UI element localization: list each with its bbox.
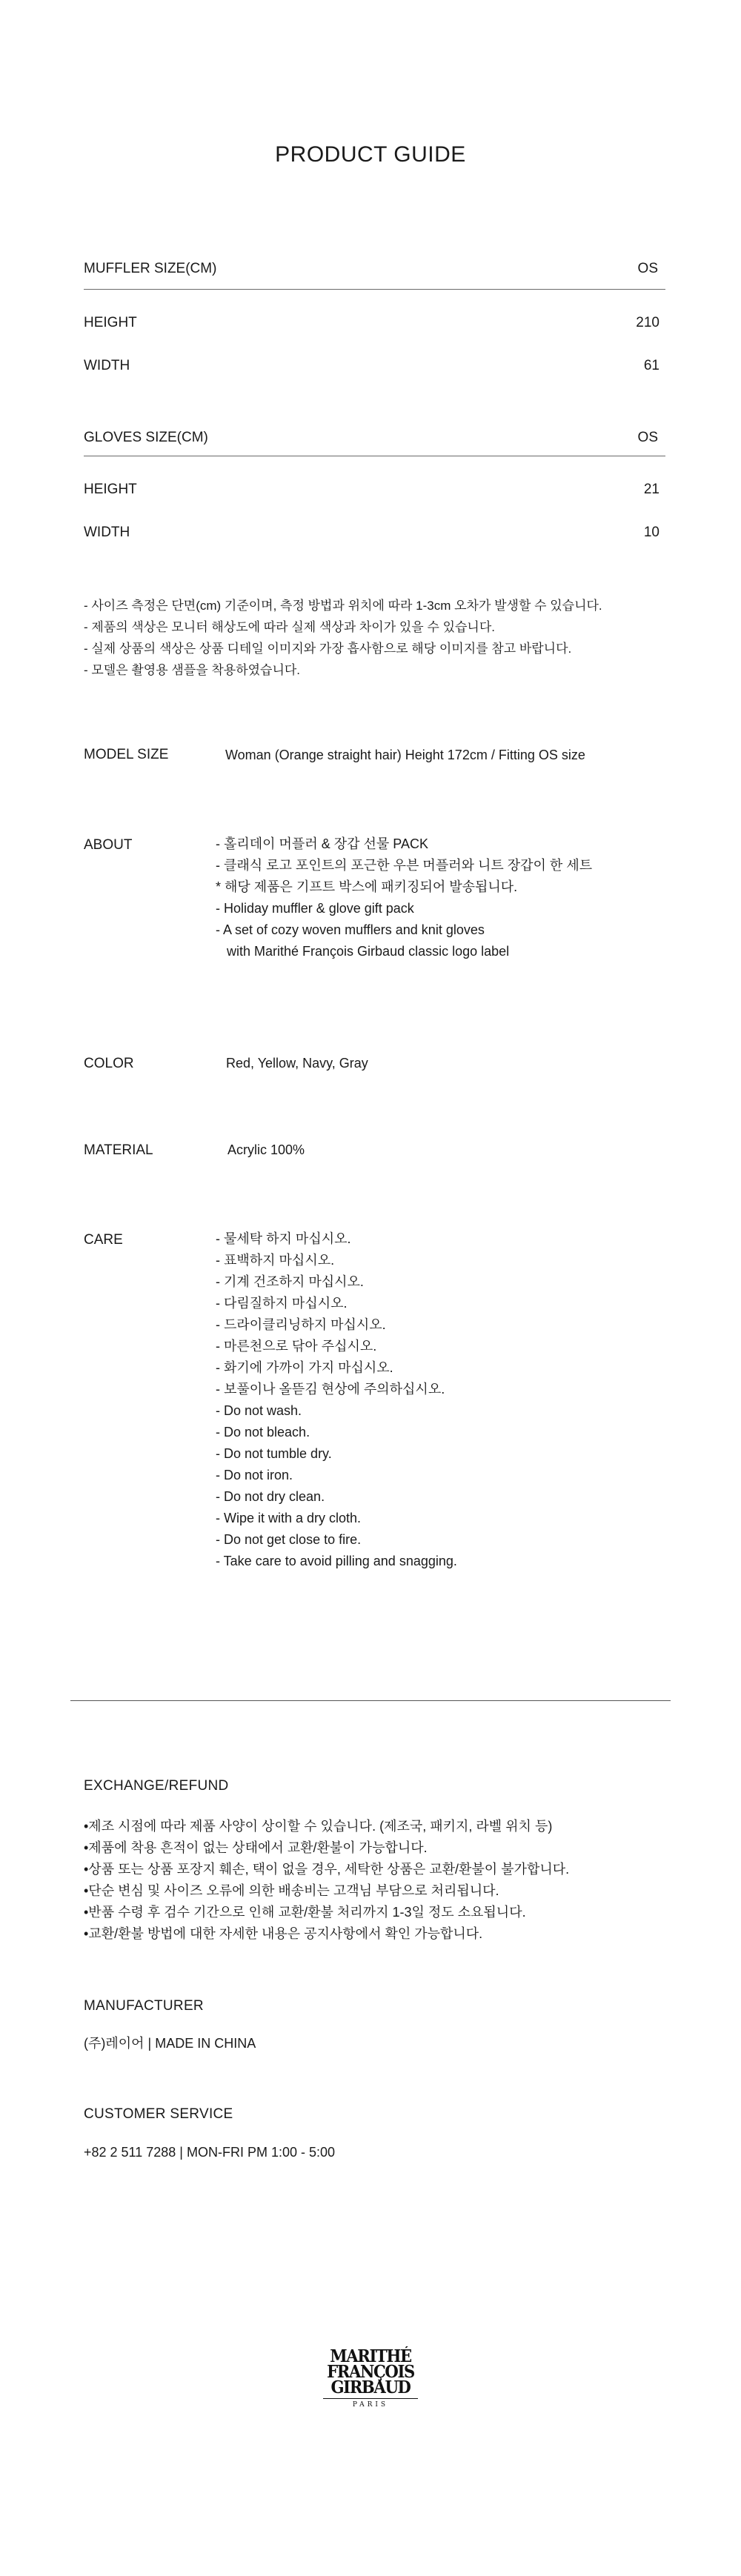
- customer-service-value: +82 2 511 7288 | MON-FRI PM 1:00 - 5:00: [84, 2145, 336, 2160]
- exchange-line: •단순 변심 및 사이즈 오류에 의한 배송비는 고객님 부담으로 처리됩니다.: [84, 1883, 499, 1898]
- page-title: PRODUCT GUIDE: [275, 142, 466, 167]
- color-value: Red, Yellow, Navy, Gray: [226, 1056, 368, 1071]
- note-line: - 제품의 색상은 모니터 해상도에 따라 실제 색상과 차이가 있을 수 있습니다.: [84, 620, 495, 634]
- exchange-line: •상품 또는 상품 포장지 훼손, 택이 없을 경우, 세탁한 상품은 교환/환불이 불가합니다.: [84, 1862, 570, 1877]
- muffler-size-header: [84, 261, 665, 279]
- gloves-height-row: [84, 482, 659, 499]
- care-line: - 다림질하지 마십시오.: [216, 1296, 348, 1311]
- muffler-width-value: 61: [643, 358, 659, 373]
- exchange-text: [84, 1816, 569, 1945]
- manufacturer-title: MANUFACTURER: [84, 1998, 204, 2014]
- exchange-line: •교환/환불 방법에 대한 자세한 내용은 공지사항에서 확인 가능합니다.: [84, 1926, 483, 1941]
- logo-rule: [323, 2398, 418, 2399]
- care-line: - 마른천으로 닦아 주십시오.: [216, 1339, 377, 1354]
- about-line: - 클래식 로고 포인트의 포근한 우븐 머플러와 니트 장갑이 한 세트: [216, 858, 593, 873]
- gloves-size-header: [84, 430, 665, 447]
- exchange-line: •제조 시점에 따라 제품 사양이 상이할 수 있습니다. (제조국, 패키지, 라벨 위치 등): [84, 1819, 553, 1834]
- exchange-title: EXCHANGE/REFUND: [84, 1778, 229, 1794]
- material-label: MATERIAL: [84, 1142, 153, 1158]
- model-size-value: Woman (Orange straight hair) Height 172cm / Fitting OS size: [225, 748, 585, 762]
- care-line: - 기계 건조하지 마십시오.: [216, 1274, 364, 1289]
- muffler-size-os: OS: [637, 261, 658, 276]
- about-text: [216, 833, 592, 962]
- gloves-size-os: OS: [637, 430, 658, 445]
- exchange-line: •제품에 착용 흔적이 없는 상태에서 교환/환불이 가능합니다.: [84, 1840, 428, 1855]
- note-line: - 사이즈 측정은 단면(cm) 기준이며, 측정 방법과 위치에 따라 1-3cm 오차가 발생할 수 있습니다.: [84, 599, 602, 613]
- gloves-width-value: 10: [643, 525, 659, 540]
- muffler-height-value: 210: [636, 315, 659, 330]
- customer-service-title: CUSTOMER SERVICE: [84, 2106, 233, 2122]
- care-line: - 물세탁 하지 마십시오.: [216, 1231, 351, 1246]
- note-line: - 실제 상품의 색상은 상품 디테일 이미지와 가장 흡사함으로 해당 이미지를 참고 바랍니다.: [84, 642, 572, 656]
- care-line: - Do not bleach.: [216, 1425, 310, 1440]
- muffler-height-label: HEIGHT: [84, 315, 137, 330]
- care-line: - 표백하지 마십시오.: [216, 1253, 335, 1268]
- muffler-header-rule: [84, 289, 665, 290]
- size-notes: [84, 595, 677, 681]
- manufacturer-value: (주)레이어 | MADE IN CHINA: [84, 2036, 256, 2051]
- care-line: - Take care to avoid pilling and snagging.: [216, 1554, 457, 1568]
- color-label: COLOR: [84, 1056, 134, 1071]
- gloves-height-label: HEIGHT: [84, 482, 137, 497]
- care-line: - 화기에 가까이 가지 마십시오.: [216, 1360, 393, 1375]
- care-line: - Do not iron.: [216, 1468, 293, 1482]
- muffler-size-label: MUFFLER SIZE(CM): [84, 261, 217, 276]
- about-line: * 해당 제품은 기프트 박스에 패키징되어 발송됩니다.: [216, 879, 518, 894]
- logo-paris: PARIS: [352, 2401, 389, 2409]
- section-divider: [70, 1700, 671, 1701]
- gloves-width-row: [84, 525, 659, 542]
- about-line: - A set of cozy woven mufflers and knit gloves: [216, 922, 485, 937]
- care-line: - Do not dry clean.: [216, 1489, 325, 1504]
- care-line: - Do not wash.: [216, 1403, 302, 1418]
- model-size-label: MODEL SIZE: [84, 747, 169, 762]
- logo-line-1: MARITHÉ: [330, 2346, 411, 2366]
- care-line: - 드라이클리닝하지 마십시오.: [216, 1317, 386, 1332]
- about-line: - Holiday muffler & glove gift pack: [216, 901, 414, 916]
- about-label: ABOUT: [84, 837, 133, 853]
- logo-line-3: GIRBAUD: [330, 2377, 411, 2397]
- muffler-height-row: [84, 315, 659, 333]
- exchange-line: •반품 수령 후 검수 기간으로 인해 교환/환불 처리까지 1-3일 정도 소요됩니다.: [84, 1905, 526, 1920]
- gloves-size-label: GLOVES SIZE(CM): [84, 430, 208, 445]
- care-label: CARE: [84, 1232, 123, 1248]
- muffler-width-row: [84, 358, 659, 376]
- brand-logo: [319, 2346, 422, 2414]
- muffler-width-label: WIDTH: [84, 358, 130, 373]
- care-line: - Do not tumble dry.: [216, 1446, 332, 1461]
- gloves-height-value: 21: [643, 482, 659, 497]
- about-line: - 홀리데이 머플러 & 장갑 선물 PACK: [216, 836, 428, 851]
- care-text: [216, 1228, 457, 1572]
- logo-line-2: FRANÇOIS: [327, 2362, 414, 2382]
- gloves-width-label: WIDTH: [84, 525, 130, 540]
- care-line: - 보풀이나 올뜯김 현상에 주의하십시오.: [216, 1382, 445, 1397]
- about-line: with Marithé François Girbaud classic logo label: [216, 944, 510, 959]
- care-line: - Do not get close to fire.: [216, 1532, 362, 1547]
- care-line: - Wipe it with a dry cloth.: [216, 1511, 362, 1525]
- material-value: Acrylic 100%: [227, 1142, 305, 1157]
- note-line: - 모델은 촬영용 샘플을 착용하였습니다.: [84, 663, 301, 677]
